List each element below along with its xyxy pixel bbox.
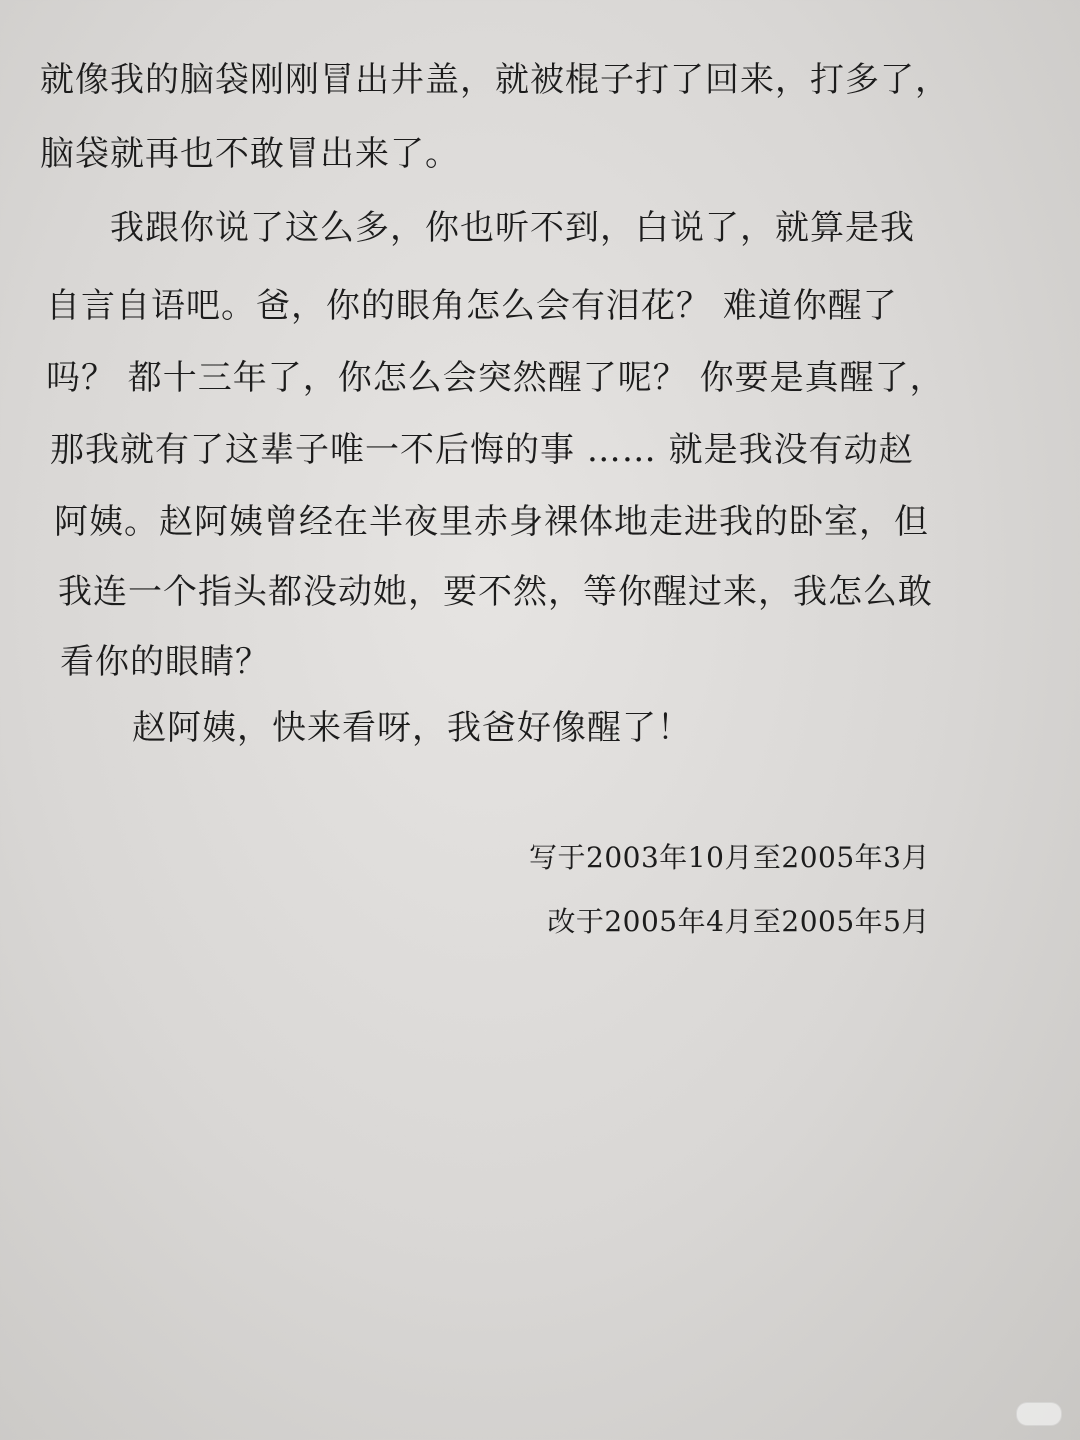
- text-line: 我跟你说了这么多，你也听不到，白说了，就算是我: [110, 208, 915, 248]
- written-date: 写于2003年10月至2005年3月: [529, 841, 930, 874]
- text-line: 阿姨。赵阿姨曾经在半夜里赤身裸体地走进我的卧室，但: [54, 502, 929, 542]
- text-line: 脑袋就再也不敢冒出来了。: [40, 134, 460, 174]
- text-line: 那我就有了这辈子唯一不后悔的事 …… 就是我没有动赵: [50, 430, 914, 470]
- text-line: 吗？ 都十三年了，你怎么会突然醒了呢？ 你要是真醒了，: [46, 358, 945, 398]
- text-line: 我连一个指头都没动她，要不然，等你醒过来，我怎么敢: [58, 572, 933, 612]
- text-line: 自言自语吧。爸，你的眼角怎么会有泪花？ 难道你醒了: [46, 286, 898, 326]
- watermark-badge: [1016, 1402, 1062, 1426]
- revised-date: 改于2005年4月至2005年5月: [547, 905, 930, 938]
- text-line: 赵阿姨，快来看呀，我爸好像醒了！: [132, 708, 692, 748]
- text-line: 就像我的脑袋刚刚冒出井盖，就被棍子打了回来，打多了，: [40, 60, 950, 100]
- text-line: 看你的眼睛？: [60, 642, 270, 682]
